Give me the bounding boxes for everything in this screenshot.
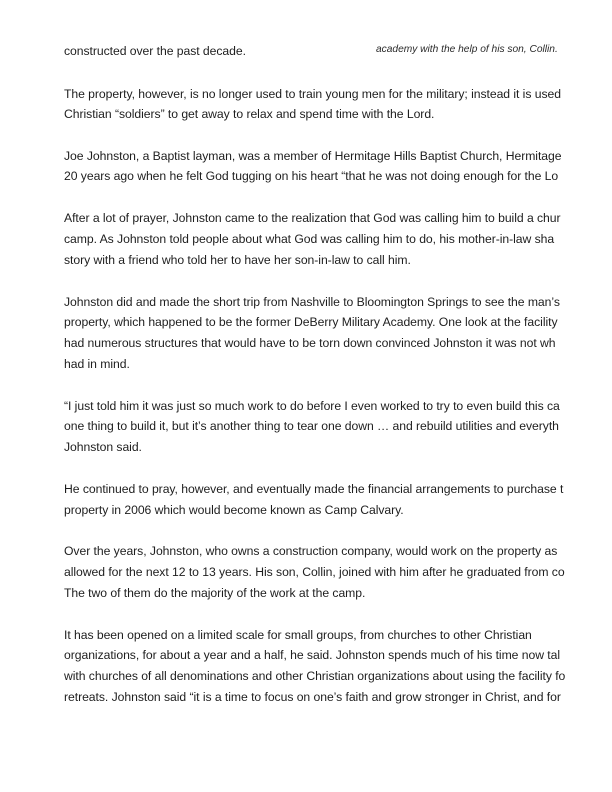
body-line: story with a friend who told her to have her son-in-law to call him.: [64, 253, 411, 267]
body-line: Johnston did and made the short trip from Nashville to Bloomington Springs to see the man’s: [64, 295, 560, 309]
body-line: “I just told him it was just so much work to do before I even worked to try to even build this ca: [64, 399, 560, 413]
body-line: After a lot of prayer, Johnston came to the realization that God was calling him to build a chur: [64, 211, 561, 225]
body-line: Joe Johnston, a Baptist layman, was a member of Hermitage Hills Baptist Church, Hermitage: [64, 149, 562, 163]
body-line: one thing to build it, but it’s another thing to tear one down … and rebuild utilities and everyth: [64, 419, 559, 433]
body-line: Johnston said.: [64, 440, 142, 454]
body-line: The property, however, is no longer used to train young men for the military; instead it is used: [64, 87, 561, 101]
body-line: had numerous structures that would have to be torn down convinced Johnston it was not wh: [64, 336, 556, 350]
body-line: with churches of all denominations and other Christian organizations about using the facility fo: [64, 669, 566, 683]
body-line: 20 years ago when he felt God tugging on his heart “that he was not doing enough for the Lo: [64, 169, 559, 183]
body-line: property, which happened to be the former DeBerry Military Academy. One look at the facility: [64, 315, 558, 329]
photo-caption: academy with the help of his son, Collin.: [376, 44, 558, 55]
body-line: camp. As Johnston told people about what God was calling him to do, his mother-in-law sha: [64, 232, 555, 246]
body-line: Christian “soldiers” to get away to relax and spend time with the Lord.: [64, 107, 435, 121]
body-line: organizations, for about a year and a half, he said. Johnston spends much of his time now tal: [64, 648, 561, 662]
body-line: The two of them do the majority of the work at the camp.: [64, 586, 366, 600]
body-line: constructed over the past decade.: [64, 44, 246, 58]
body-line: had in mind.: [64, 357, 130, 371]
body-line: property in 2006 which would become known as Camp Calvary.: [64, 503, 404, 517]
body-line: Over the years, Johnston, who owns a construction company, would work on the property as: [64, 544, 558, 558]
body-line: retreats. Johnston said “it is a time to focus on one’s faith and grow stronger in Christ, and for: [64, 690, 561, 704]
body-line: allowed for the next 12 to 13 years. His son, Collin, joined with him after he graduated from co: [64, 565, 565, 579]
body-line: He continued to pray, however, and eventually made the financial arrangements to purchase t: [64, 482, 564, 496]
body-line: It has been opened on a limited scale for small groups, from churches to other Christian: [64, 628, 532, 642]
